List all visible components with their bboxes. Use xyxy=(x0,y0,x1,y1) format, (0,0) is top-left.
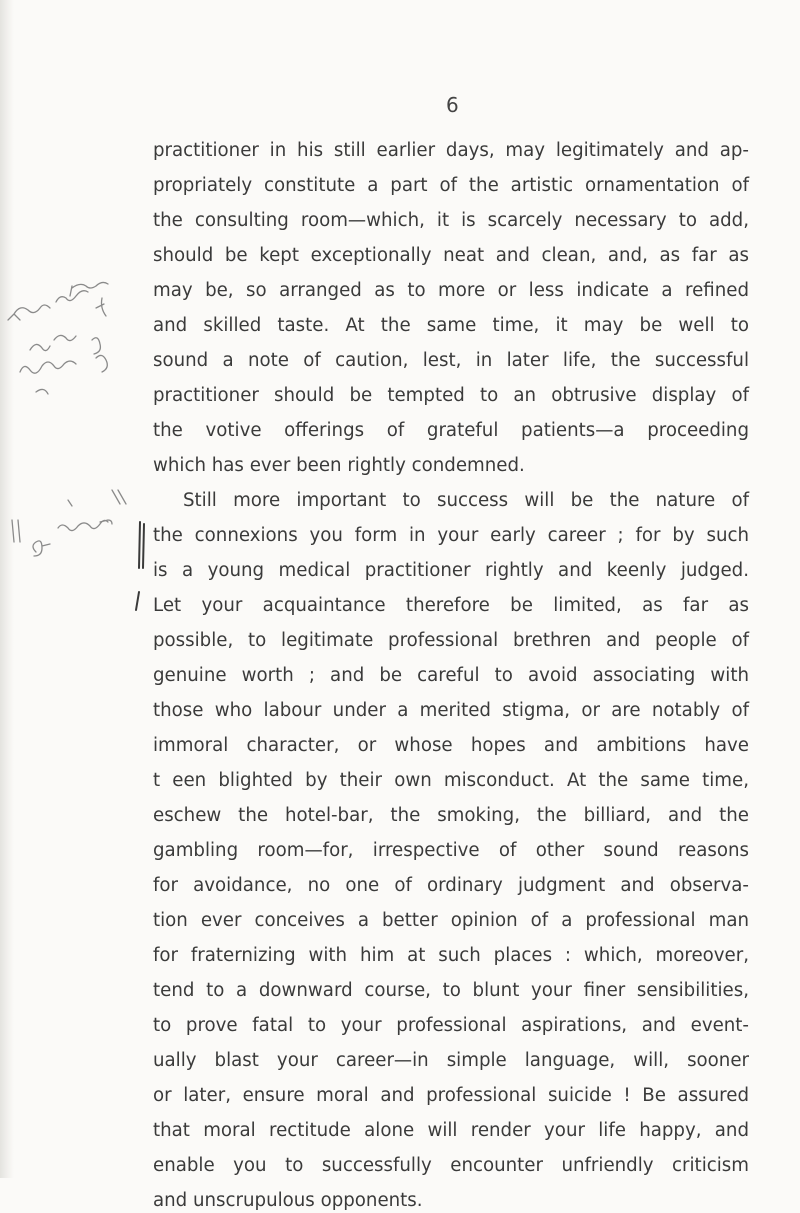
text-line: immoral character, or whose hopes and ambitions have xyxy=(153,735,749,756)
text-line: the consulting room—which, it is scarcely necessary to add, xyxy=(153,210,749,231)
text-line: and skilled taste. At the same time, it may be well to xyxy=(153,315,749,336)
text-line: and unscrupulous opponents. xyxy=(153,1190,423,1211)
handwritten-margin-annotations xyxy=(0,0,150,1178)
text-line: to prove fatal to your professional aspirations, and event- xyxy=(153,1015,749,1036)
pencil-scribble-icon xyxy=(0,0,150,1178)
text-line: practitioner should be tempted to an obtrusive display of xyxy=(153,385,749,406)
text-line: the votive offerings of grateful patients—a proceeding xyxy=(153,420,749,441)
text-line: eschew the hotel-bar, the smoking, the billiard, and the xyxy=(153,805,749,826)
text-line: the connexions you form in your early career ; for by such xyxy=(153,525,749,546)
text-line: which has ever been rightly condemned. xyxy=(153,455,525,476)
text-line: possible, to legitimate professional brethren and people of xyxy=(153,630,749,651)
text-line: ually blast your career—in simple language, will, sooner xyxy=(153,1050,749,1071)
text-line: Let your acquaintance therefore be limited, as far as xyxy=(153,595,749,616)
text-line: for avoidance, no one of ordinary judgment and observa- xyxy=(153,875,749,896)
text-line: sound a note of caution, lest, in later life, the successful xyxy=(153,350,749,371)
text-line: t een blighted by their own misconduct. At the same time, xyxy=(153,770,749,791)
text-line: is a young medical practitioner rightly and keenly judged. xyxy=(153,560,749,581)
text-line: should be kept exceptionally neat and clean, and, as far as xyxy=(153,245,749,266)
text-line: enable you to successfully encounter unfriendly criticism xyxy=(153,1155,749,1176)
text-line: propriately constitute a part of the artistic ornamentation of xyxy=(153,175,749,196)
text-line: tend to a downward course, to blunt your finer sensibilities, xyxy=(153,980,749,1001)
page-number: 6 xyxy=(446,93,459,117)
text-line: tion ever conceives a better opinion of a professional man xyxy=(153,910,749,931)
text-line: or later, ensure moral and professional suicide ! Be assured xyxy=(153,1085,749,1106)
text-line: genuine worth ; and be careful to avoid associating with xyxy=(153,665,749,686)
text-line: for fraternizing with him at such places : which, moreover, xyxy=(153,945,749,966)
text-line: those who labour under a merited stigma, or are notably of xyxy=(153,700,749,721)
text-line: gambling room—for, irrespective of other sound reasons xyxy=(153,840,749,861)
text-line: Still more important to success will be the nature of xyxy=(183,490,749,511)
text-line: that moral rectitude alone will render your life happy, and xyxy=(153,1120,749,1141)
text-line: may be, so arranged as to more or less indicate a refined xyxy=(153,280,749,301)
text-line: practitioner in his still earlier days, may legitimately and ap- xyxy=(153,140,749,161)
